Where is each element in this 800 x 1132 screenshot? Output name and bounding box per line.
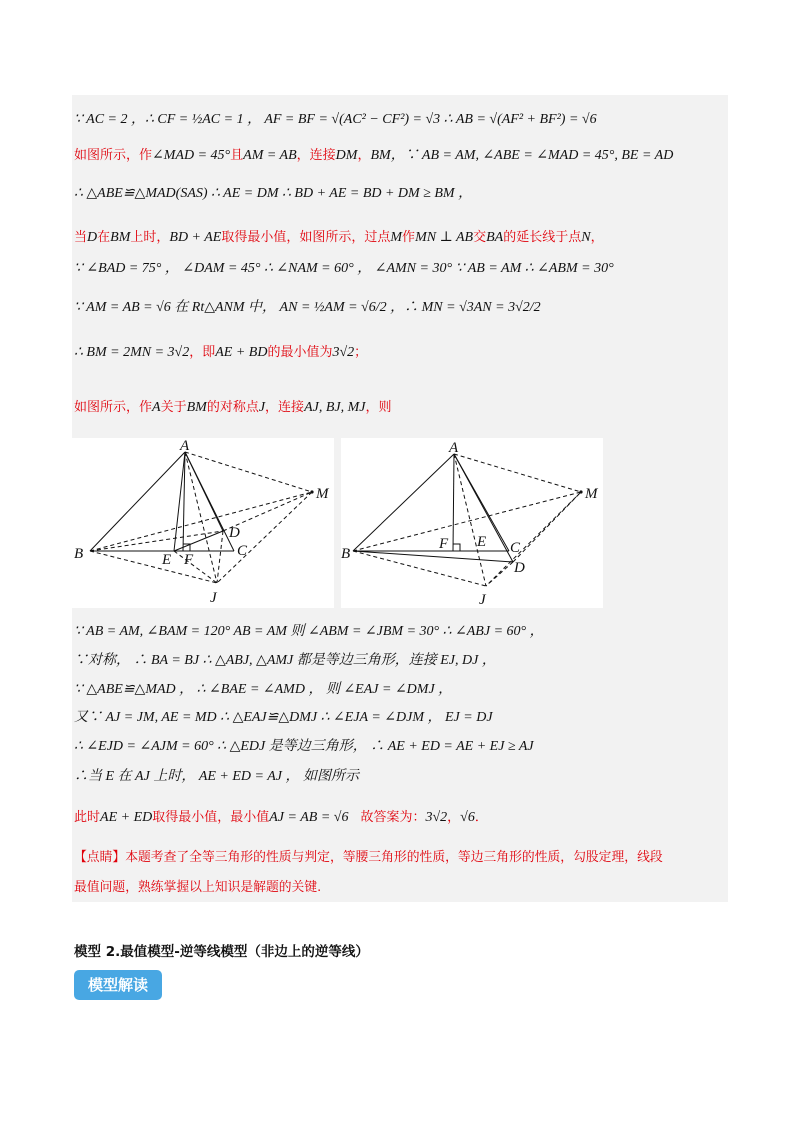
- label-c: C: [510, 540, 521, 556]
- label-a: A: [180, 438, 190, 454]
- label-f: F: [184, 552, 194, 568]
- solution-line-2: 如图所示，作∠MAD = 45°且AM = AB，连接DM，BM，∵ AB = AM, ∠ABE = ∠MAD = 45°, BE = AD: [74, 148, 674, 163]
- solution-line-10: ∵对称， ∴ BA = BJ ∴ △ABJ, △AMJ 都是等边三角形，连接 EJ, DJ ，: [74, 653, 496, 668]
- segment-ed: [174, 531, 223, 551]
- segment-ad: [185, 452, 223, 531]
- label-m: M: [585, 486, 598, 502]
- segment-am: [454, 454, 581, 492]
- segment-aj: [454, 454, 486, 586]
- label-b: B: [74, 546, 84, 562]
- label-d: D: [514, 560, 525, 576]
- label-m: M: [316, 486, 329, 502]
- segment-dj: [217, 531, 223, 583]
- key-point-line-1: 【点睛】本题考查了全等三角形的性质与判定，等腰三角形的性质，等边三角形的性质，勾股定理，线段: [74, 850, 663, 865]
- segment-bd: [353, 551, 513, 562]
- solution-line-7: ∴ BM = 2MN = 3√2，即AE + BD的最小值为3√2；: [74, 345, 368, 360]
- label-c: C: [237, 543, 248, 559]
- solution-line-11: ∵ △ABE≌△MAD ， ∴ ∠BAE = ∠AMD ， 则 ∠EAJ = ∠DMJ ，: [74, 682, 453, 697]
- geometry-figure-1: [72, 438, 334, 608]
- solution-line-3: ∴ △ABE≌△MAD(SAS) ∴ AE = DM ∴ BD + AE = BD + DM ≥ BM ，: [74, 186, 473, 201]
- segment-am: [185, 452, 312, 492]
- segment-ab: [90, 452, 185, 551]
- segment-bj: [90, 551, 217, 583]
- key-point-line-2: 最值问题，熟练掌握以上知识是解题的关键.: [74, 880, 322, 895]
- geometry-figure-2-svg: [341, 438, 603, 608]
- label-a: A: [449, 440, 459, 456]
- solution-line-14: ∴当 E 在 AJ 上时， AE + ED = AJ ， 如图所示: [74, 769, 359, 784]
- segment-bj: [353, 551, 486, 586]
- solution-line-8: 如图所示，作A关于BM的对称点J，连接AJ, BJ, MJ，则: [74, 400, 392, 415]
- label-j: J: [479, 592, 486, 608]
- solution-line-9: ∵ AB = AM, ∠BAM = 120° AB = AM 则 ∠ABM = ∠JBM = 30° ∴ ∠ABJ = 60° ，: [74, 624, 544, 639]
- point-m: [579, 490, 582, 493]
- label-b: B: [341, 546, 351, 562]
- solution-line-15: 此时AE + ED取得最小值，最小值AJ = AB = √6 故答案为：3√2，√6．: [74, 810, 488, 825]
- geometry-figure-2: [341, 438, 603, 608]
- segment-dj: [486, 562, 513, 586]
- solution-line-6: ∵ AM = AB = √6 在 Rt△ANM 中， AN = ½AM = √6/2 ，∴ MN = √3AN = 3√2/2: [74, 300, 541, 315]
- geometry-figure-1-svg: [72, 438, 334, 608]
- solution-line-12: 又∵ AJ = JM, AE = MD ∴ △EAJ≌△DMJ ∴ ∠EJA = ∠DJM ， EJ = DJ: [74, 710, 493, 725]
- label-f: F: [439, 536, 449, 552]
- solution-line-1: ∵ AC = 2 ，∴ CF = ½AC = 1 ， AF = BF = √(AC² − CF²) = √3 ∴ AB = √(AF² + BF²) = √6: [74, 112, 597, 127]
- segment-af: [453, 454, 454, 551]
- label-j: J: [210, 590, 217, 606]
- segment-bm: [353, 492, 581, 551]
- model-interpretation-badge: 模型解读: [74, 970, 162, 1000]
- label-d: D: [229, 525, 240, 541]
- right-angle-mark: [453, 544, 460, 551]
- solution-line-4: 当D在BM上时，BD + AE取得最小值，如图所示，过点M作MN ⊥ AB交BA的延长线于点N，: [74, 230, 604, 245]
- segment-bd: [90, 531, 223, 551]
- solution-line-13: ∴ ∠EJD = ∠AJM = 60° ∴ △EDJ 是等边三角形， ∴ AE + ED = AE + EJ ≥ AJ: [74, 739, 534, 754]
- label-e: E: [162, 552, 172, 568]
- solution-line-5: ∵ ∠BAD = 75° ， ∠DAM = 45° ∴ ∠NAM = 60° ， ∠AMN = 30° ∵ AB = AM ∴ ∠ABM = 30°: [74, 261, 614, 276]
- point-m: [310, 490, 313, 493]
- label-e: E: [477, 534, 487, 550]
- section-heading: 模型 2.最值模型-逆等线模型（非边上的逆等线）: [74, 944, 369, 960]
- segment-bm: [90, 492, 312, 551]
